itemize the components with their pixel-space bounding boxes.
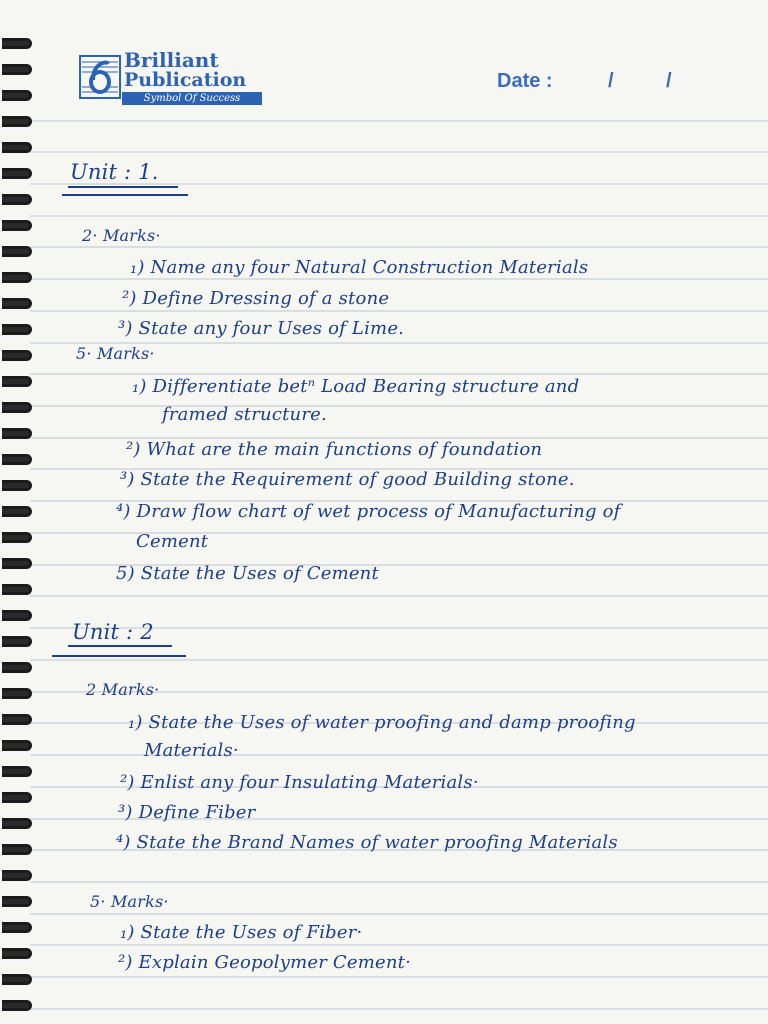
- unit-2-five-marks-label: 5· Marks·: [90, 892, 169, 911]
- unit-2-two-marks-q1-cont: Materials·: [144, 740, 239, 761]
- unit-2-two-marks-q3: ³) Define Fiber: [118, 802, 256, 823]
- unit-1-five-marks-q4-cont: Cement: [136, 531, 209, 552]
- unit-2-underline: [68, 645, 172, 647]
- unit-1-title: Unit : 1.: [70, 160, 159, 184]
- unit-2-title: Unit : 2: [72, 620, 154, 644]
- unit-1-five-marks-q1: ₁) Differentiate betⁿ Load Bearing structure and: [132, 376, 580, 397]
- logo-name-line1: Brilliant: [124, 48, 219, 72]
- unit-1-five-marks-q1-cont: framed structure.: [162, 404, 327, 425]
- unit-1-five-marks-label: 5· Marks·: [76, 344, 155, 363]
- unit-2-two-marks-label: 2 Marks·: [86, 680, 160, 699]
- unit-2-two-marks-q1: ₁) State the Uses of water proofing and damp proofing: [128, 712, 636, 733]
- unit-1-underline: [68, 186, 178, 188]
- unit-2-two-marks-q4: ⁴) State the Brand Names of water proofing Materials: [116, 832, 618, 853]
- unit-1-two-marks-q2: ²) Define Dressing of a stone: [122, 288, 390, 309]
- unit-1-two-marks-q1: ₁) Name any four Natural Construction Materials: [130, 257, 589, 278]
- unit-1-five-marks-q5: 5) State the Uses of Cement: [116, 563, 379, 584]
- brand-logo: [78, 44, 264, 106]
- logo-emblem-icon: [78, 54, 122, 100]
- unit-2-five-marks-q2: ²) Explain Geopolymer Cement·: [118, 952, 412, 973]
- date-separator-1: /: [608, 70, 614, 92]
- date-separator-2: /: [666, 70, 672, 92]
- unit-1-two-marks-q3: ³) State any four Uses of Lime.: [118, 318, 405, 339]
- unit-2-two-marks-q2: ²) Enlist any four Insulating Materials·: [120, 772, 479, 793]
- unit-1-two-marks-label: 2· Marks·: [82, 226, 161, 245]
- date-label: Date :: [497, 70, 553, 92]
- unit-1-five-marks-q3: ³) State the Requirement of good Building stone.: [120, 469, 575, 490]
- spiral-binding: [0, 0, 40, 1024]
- unit-2-underline-2: [52, 655, 186, 657]
- logo-name-line2: Publication: [124, 69, 247, 91]
- unit-1-underline-2: [62, 194, 188, 196]
- unit-1-five-marks-q2: ²) What are the main functions of foundation: [126, 439, 543, 460]
- unit-2-five-marks-q1: ₁) State the Uses of Fiber·: [120, 922, 363, 943]
- unit-1-five-marks-q4: ⁴) Draw flow chart of wet process of Manufacturing of: [116, 501, 621, 522]
- logo-tagline: Symbol Of Success: [122, 92, 262, 105]
